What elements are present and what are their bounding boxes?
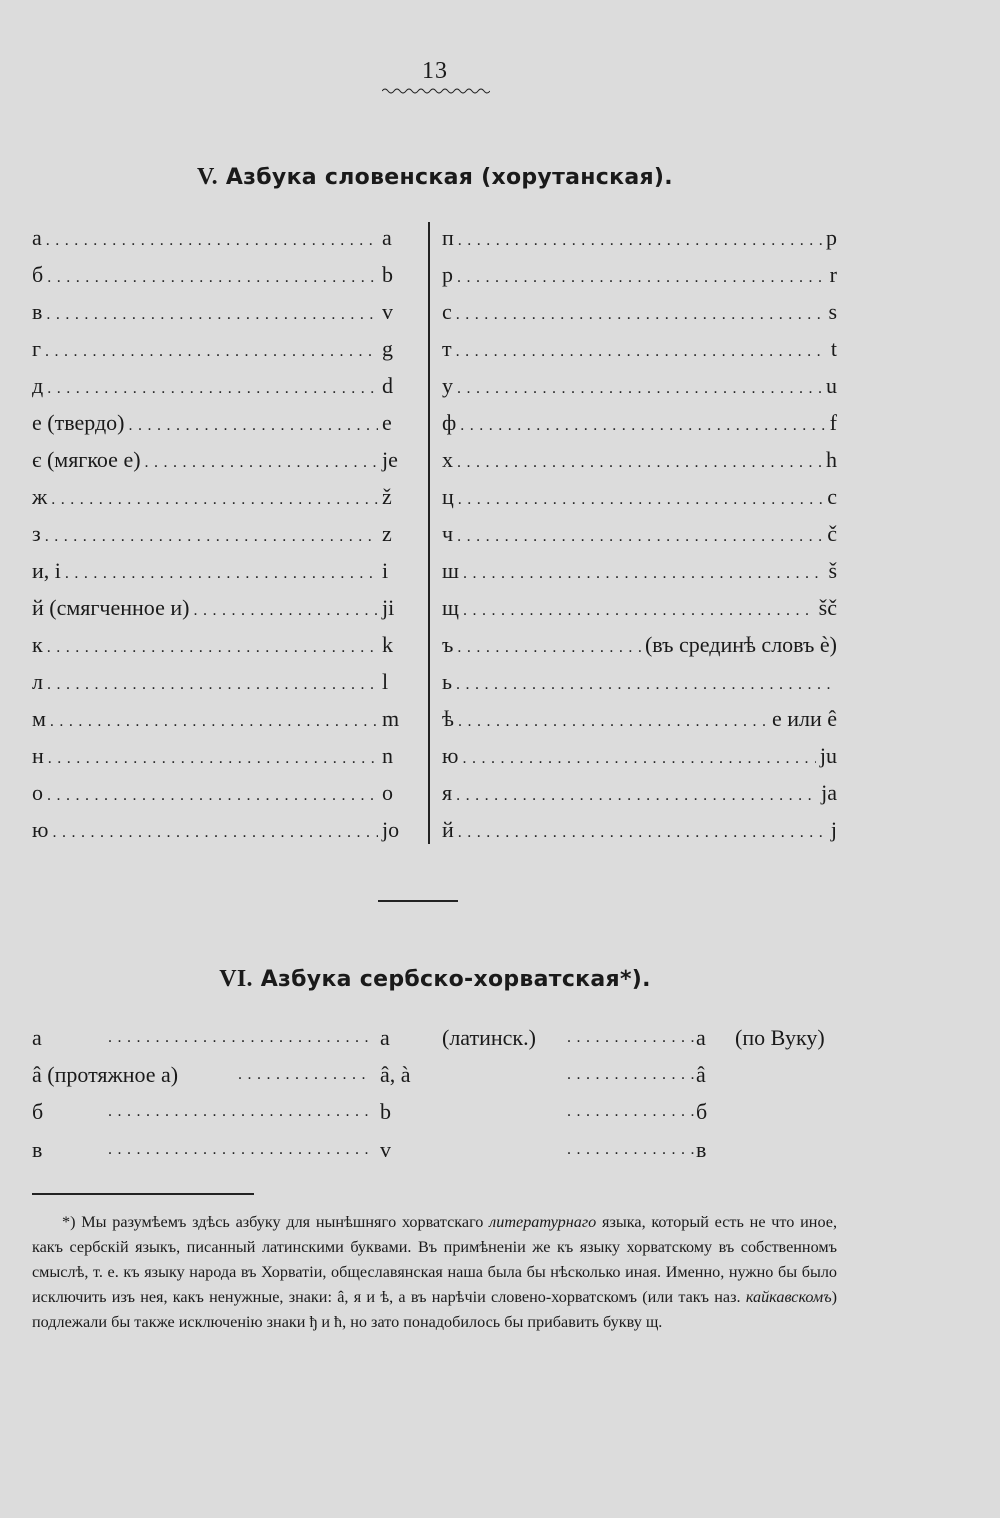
alphabet-row: [442, 631, 837, 668]
cyrillic-letter: с: [442, 299, 452, 324]
latin-equivalent: č: [827, 521, 837, 546]
alphabet-row: [32, 298, 404, 335]
dot-leader: [51, 486, 378, 514]
cyrillic-letter: â (протяжное а): [32, 1062, 179, 1087]
dot-leader: [47, 375, 378, 403]
dot-leader: [567, 1061, 699, 1089]
latin-equivalent: ji: [382, 595, 395, 620]
section-vi-roman: VI.: [219, 966, 253, 992]
latin-equivalent: ž: [382, 484, 392, 509]
dot-leader: [567, 1098, 699, 1126]
dot-leader: [456, 338, 827, 366]
vuk-equivalent: â: [696, 1062, 706, 1087]
alphabet-row: [442, 557, 837, 594]
vuk-equivalent: б: [696, 1099, 708, 1124]
latin-equivalent: e или ê: [771, 706, 837, 731]
dot-leader: [193, 597, 378, 625]
dot-leader: [460, 412, 825, 440]
alphabet-row: [32, 705, 404, 742]
alphabet-row: [442, 816, 837, 853]
dot-leader: [457, 634, 641, 662]
latin-equivalent: k: [382, 632, 393, 657]
alphabet-row: [32, 631, 404, 668]
alphabet-row: [442, 261, 837, 298]
dot-leader: [567, 1136, 699, 1164]
cyrillic-letter: о: [32, 780, 43, 805]
alphabet-row: [442, 224, 837, 261]
dot-leader: [128, 412, 378, 440]
cyrillic-letter: т: [442, 336, 452, 361]
latin-equivalent: jo: [382, 817, 400, 842]
page-number-ornament: [382, 86, 490, 96]
page-number: 13: [422, 58, 448, 84]
cyrillic-letter: ѣ: [442, 706, 454, 731]
latin-equivalent: p: [826, 225, 837, 250]
alphabet-row: [32, 261, 404, 298]
cyrillic-letter: ф: [442, 410, 457, 435]
cyrillic-letter: м: [32, 706, 46, 731]
latin-equivalent: t: [830, 336, 837, 361]
alphabet-row: [442, 483, 837, 520]
cyrillic-letter: з: [32, 521, 41, 546]
latin-equivalent: š: [828, 558, 837, 583]
dot-leader: [47, 264, 378, 292]
dot-leader: [46, 301, 378, 329]
dot-leader: [457, 375, 822, 403]
cyrillic-letter: г: [32, 336, 42, 361]
dot-leader: [47, 671, 378, 699]
serbo-croatian-row: [32, 1098, 837, 1135]
footnote-text-2: языка, который есть не что иное, какъ сербскій языкъ, писанный латинскими буквами. Въ примѣненіи же къ языку хорватскому въ собственномъ смыслѣ, т. е. къ языку народа въ Хорватіи, общеславянская наша была бы нѣсколько иная. Именно, нужно бы было исключить изъ нея, какъ ненужные, знаки: â, я и ѣ, а въ нарѣчіи словено-хорватскомъ (или такъ наз.: [32, 1213, 837, 1306]
cyrillic-letter: й: [442, 817, 454, 842]
cyrillic-letter: д: [32, 373, 44, 398]
alphabet-row: [442, 372, 837, 409]
latin-equivalent: â, à: [380, 1062, 411, 1087]
dot-leader: [567, 1024, 699, 1052]
cyrillic-letter: щ: [442, 595, 459, 620]
latin-equivalent: a: [382, 225, 392, 250]
dot-leader: [456, 782, 817, 810]
latin-equivalent: n: [382, 743, 393, 768]
dot-leader: [458, 708, 768, 736]
alphabet-row: [442, 742, 837, 779]
alphabet-row: [442, 668, 837, 705]
cyrillic-letter: б: [32, 1099, 44, 1124]
alphabet-row: [32, 446, 404, 483]
cyrillic-letter: к: [32, 632, 43, 657]
alphabet-row: [442, 705, 837, 742]
slovene-right-column: [442, 224, 837, 853]
dot-leader: [145, 449, 378, 477]
section-v-title: [0, 164, 870, 191]
vuk-equivalent: в: [696, 1137, 707, 1162]
latin-equivalent: v: [380, 1137, 391, 1162]
latin-equivalent: u: [826, 373, 837, 398]
dot-leader: [65, 560, 378, 588]
cyrillic-letter: ж: [32, 484, 48, 509]
cyrillic-letter: у: [442, 373, 453, 398]
alphabet-row: [32, 557, 404, 594]
dot-leader: [48, 745, 378, 773]
cyrillic-letter: й (смягченное и): [32, 595, 190, 620]
dot-leader: [50, 708, 378, 736]
vuk-note: (по Вуку): [735, 1025, 825, 1050]
cyrillic-letter: б: [32, 262, 44, 287]
serbo-croatian-row: [32, 1136, 837, 1173]
serbo-croatian-row: [32, 1061, 837, 1098]
slovene-left-column: [32, 224, 404, 853]
cyrillic-letter: я: [442, 780, 453, 805]
dot-leader: [47, 782, 378, 810]
dot-leader: [456, 301, 825, 329]
dot-leader: [46, 227, 378, 255]
section-v-title-text: Азбука словенская (хорутанская).: [225, 165, 673, 190]
cyrillic-letter: є (мягкое е): [32, 447, 141, 472]
cyrillic-letter: р: [442, 262, 453, 287]
latin-equivalent: s: [828, 299, 837, 324]
alphabet-row: [32, 372, 404, 409]
latin-equivalent: h: [826, 447, 837, 472]
cyrillic-letter: л: [32, 669, 43, 694]
cyrillic-letter: х: [442, 447, 453, 472]
vuk-equivalent: а: [696, 1025, 706, 1050]
dot-leader: [458, 486, 823, 514]
dot-leader: [457, 264, 826, 292]
latin-note: (латинск.): [442, 1025, 536, 1050]
cyrillic-letter: а: [32, 1025, 42, 1050]
alphabet-row: [32, 224, 404, 261]
dot-leader: [463, 560, 824, 588]
alphabet-row: [442, 298, 837, 335]
alphabet-row: [442, 335, 837, 372]
alphabet-row: [442, 446, 837, 483]
alphabet-row: [32, 779, 404, 816]
latin-equivalent: b: [380, 1099, 391, 1124]
latin-equivalent: e: [382, 410, 392, 435]
cyrillic-letter: ъ: [442, 632, 454, 657]
dot-leader: [108, 1098, 372, 1126]
section-vi-title-text: Азбука сербско-хорватская*).: [260, 967, 651, 992]
dot-leader: [238, 1061, 372, 1089]
dot-leader: [52, 819, 378, 847]
dot-leader: [458, 819, 827, 847]
section-vi-title: [0, 966, 870, 993]
cyrillic-letter: и, і: [32, 558, 61, 583]
alphabet-row: [32, 816, 404, 853]
latin-equivalent: i: [382, 558, 389, 583]
column-divider: [428, 222, 430, 844]
latin-equivalent: d: [382, 373, 393, 398]
latin-equivalent: j: [830, 817, 837, 842]
cyrillic-letter: е (твердо): [32, 410, 125, 435]
footnote: [32, 1210, 837, 1335]
latin-equivalent: f: [829, 410, 837, 435]
latin-equivalent: c: [827, 484, 837, 509]
latin-equivalent: (въ срединѣ словъ è): [644, 632, 837, 657]
dot-leader: [463, 597, 815, 625]
alphabet-row: [32, 594, 404, 631]
cyrillic-letter: ь: [442, 669, 453, 694]
latin-equivalent: l: [382, 669, 389, 694]
dot-leader: [45, 523, 378, 551]
cyrillic-letter: в: [32, 1137, 43, 1162]
footnote-italic-2: кайкавскомъ: [745, 1288, 832, 1306]
serbo-croatian-row: [32, 1024, 837, 1061]
alphabet-row: [442, 779, 837, 816]
latin-equivalent: g: [382, 336, 393, 361]
cyrillic-letter: п: [442, 225, 454, 250]
latin-equivalent: o: [382, 780, 393, 805]
alphabet-row: [442, 520, 837, 557]
latin-equivalent: v: [382, 299, 393, 324]
footnote-text-1: *) Мы разумѣемъ здѣсь азбуку для нынѣшнягo хорватскаго: [62, 1213, 490, 1231]
dot-leader: [456, 671, 833, 699]
latin-equivalent: ja: [821, 780, 837, 805]
latin-equivalent: z: [382, 521, 392, 546]
cyrillic-letter: ц: [442, 484, 454, 509]
section-v-roman: V.: [197, 164, 218, 190]
alphabet-row: [442, 594, 837, 631]
alphabet-row: [32, 483, 404, 520]
alphabet-row: [442, 409, 837, 446]
dot-leader: [457, 523, 823, 551]
latin-equivalent: je: [382, 447, 398, 472]
dot-leader: [45, 338, 378, 366]
latin-equivalent: m: [382, 706, 400, 731]
latin-equivalent: ju: [819, 743, 837, 768]
cyrillic-letter: н: [32, 743, 44, 768]
cyrillic-letter: ю: [442, 743, 459, 768]
dot-leader: [457, 449, 822, 477]
alphabet-row: [32, 335, 404, 372]
cyrillic-letter: ш: [442, 558, 459, 583]
cyrillic-letter: ч: [442, 521, 454, 546]
footnote-rule: [32, 1193, 254, 1195]
latin-equivalent: r: [829, 262, 837, 287]
dot-leader: [108, 1136, 372, 1164]
alphabet-row: [32, 742, 404, 779]
latin-equivalent: a: [380, 1025, 390, 1050]
latin-equivalent: šč: [818, 595, 837, 620]
dot-leader: [47, 634, 378, 662]
alphabet-row: [32, 520, 404, 557]
footnote-italic-1: литературнаго: [489, 1213, 597, 1231]
alphabet-row: [32, 409, 404, 446]
cyrillic-letter: а: [32, 225, 42, 250]
dot-leader: [458, 227, 822, 255]
dot-leader: [462, 745, 815, 773]
alphabet-row: [32, 668, 404, 705]
cyrillic-letter: в: [32, 299, 43, 324]
section-separator: [378, 900, 458, 902]
footnote-text-3: ) подлежали бы также исключенію знаки ђ и ћ, но зато понадобилось бы прибавить букву щ.: [32, 1288, 837, 1331]
latin-equivalent: b: [382, 262, 393, 287]
dot-leader: [108, 1024, 372, 1052]
cyrillic-letter: ю: [32, 817, 49, 842]
